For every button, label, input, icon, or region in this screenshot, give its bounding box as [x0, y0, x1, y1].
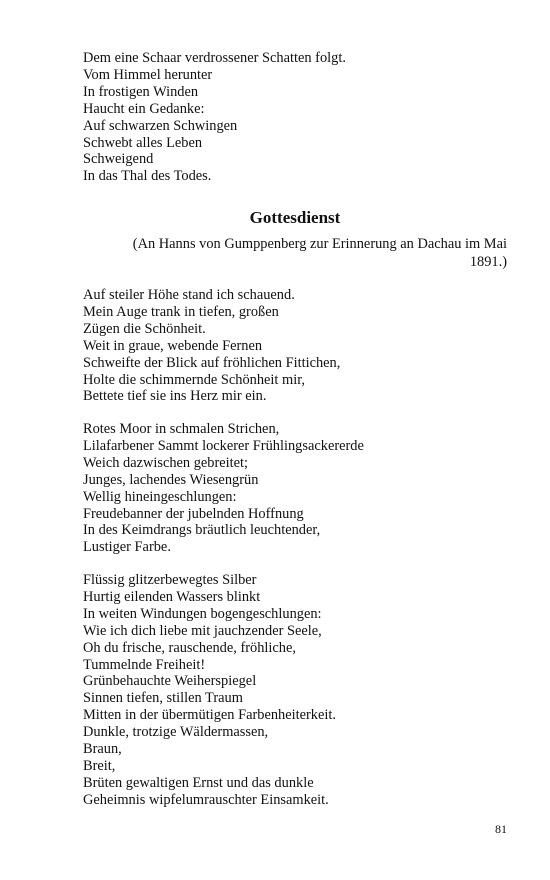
- verse-line: Junges, lachendes Wiesengrün: [83, 471, 259, 488]
- verse-line: Freudebanner der jubelnden Hoffnung: [83, 505, 304, 522]
- verse-line: Dem eine Schaar verdrossener Schatten folgt.: [83, 50, 346, 66]
- dedication-line: (An Hanns von Gumppenberg zur Erinnerung an Dachau im Mai: [132, 236, 507, 252]
- verse-line: Brüten gewaltigen Ernst und das dunkle: [83, 774, 314, 791]
- verse-line: Braun,: [83, 741, 122, 758]
- verse-line: Wellig hineingeschlungen:: [83, 488, 237, 505]
- verse-line: Mitten in der übermütigen Farbenheiterkeit.: [83, 707, 336, 724]
- verse-line: Haucht ein Gedanke:: [83, 100, 205, 117]
- verse-line: In das Thal des Todes.: [83, 168, 212, 185]
- verse-line: Lustiger Farbe.: [83, 539, 171, 556]
- verse-line: Breit,: [83, 757, 116, 774]
- verse-line: Vom Himmel herunter: [83, 66, 213, 83]
- verse-line: Lilafarbener Sammt lockerer Frühlingsackererde: [83, 437, 364, 454]
- verse-line: In weiten Windungen bogengeschlungen:: [83, 605, 322, 622]
- intro-stanza: [83, 50, 507, 185]
- verse-line: Oh du frische, rauschende, fröhliche,: [83, 639, 296, 656]
- verse-line: Mein Auge trank in tiefen, großen: [83, 303, 279, 320]
- verse-line: Auf schwarzen Schwingen: [83, 117, 238, 134]
- verse-line: Dunkle, trotzige Wäldermassen,: [83, 724, 269, 741]
- verse-line: Hurtig eilenden Wassers blinkt: [83, 588, 261, 605]
- stanza-3: [83, 572, 507, 809]
- verse-line: Schwebt alles Leben: [83, 134, 203, 151]
- verse-line: In des Keimdrangs bräutlich leuchtender,: [83, 522, 321, 539]
- verse-line: Bettete tief sie ins Herz mir ein.: [83, 388, 267, 405]
- verse-line: Flüssig glitzerbewegtes Silber: [83, 572, 257, 588]
- stanza-1: [83, 287, 507, 405]
- verse-line: Zügen die Schönheit.: [83, 320, 206, 337]
- verse-line: Auf steiler Höhe stand ich schauend.: [83, 287, 295, 303]
- verse-line: Wie ich dich liebe mit jauchzender Seele,: [83, 622, 322, 639]
- verse-line: Holte die schimmernde Schönheit mir,: [83, 371, 306, 388]
- stanza-2: [83, 421, 507, 556]
- verse-line: Rotes Moor in schmalen Strichen,: [83, 421, 280, 437]
- poem-dedication: [83, 235, 507, 271]
- verse-line: Grünbehauchte Weiherspiegel: [83, 673, 257, 690]
- verse-line: Schweifte der Blick auf fröhlichen Fittichen,: [83, 354, 341, 371]
- verse-line: Schweigend: [83, 151, 154, 168]
- verse-line: Geheimnis wipfelumrauschter Einsamkeit.: [83, 791, 329, 808]
- page-number: 81: [495, 822, 507, 836]
- poem-title: Gottesdienst: [249, 208, 341, 227]
- verse-line: Weit in graue, webende Fernen: [83, 337, 263, 354]
- verse-line: Sinnen tiefen, stillen Traum: [83, 690, 243, 707]
- dedication-line: 1891.): [469, 254, 507, 270]
- verse-line: Tummelnde Freiheit!: [83, 656, 206, 673]
- verse-line: In frostigen Winden: [83, 83, 199, 100]
- verse-line: Weich dazwischen gebreitet;: [83, 454, 249, 471]
